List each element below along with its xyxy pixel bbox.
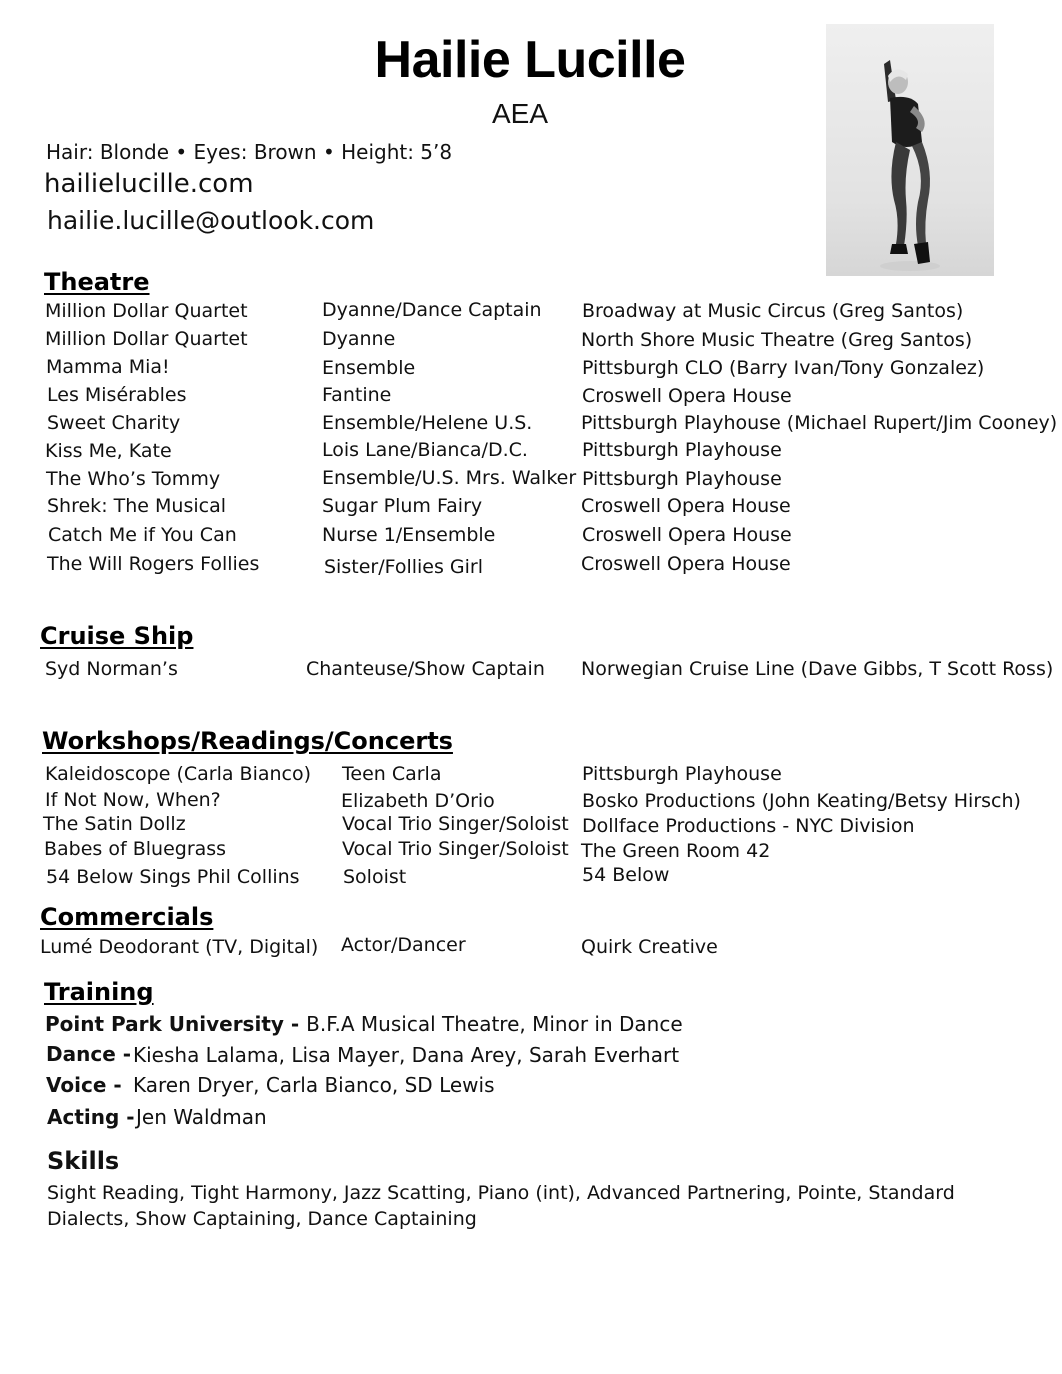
training-category: Acting - (47, 1105, 135, 1129)
cruise-role: Chanteuse/Show Captain (306, 658, 545, 680)
theatre-show: Les Misérables (47, 384, 187, 406)
workshop-role: Teen Carla (342, 763, 442, 785)
training-heading: Training (44, 978, 154, 1006)
theatre-role: Sugar Plum Fairy (322, 495, 483, 517)
workshop-venue: Dollface Productions - NYC Division (582, 815, 915, 837)
website-link[interactable]: hailielucille.com (44, 169, 254, 199)
theatre-show: Sweet Charity (47, 412, 181, 434)
theatre-role: Ensemble (322, 357, 416, 379)
theatre-show: Million Dollar Quartet (45, 300, 248, 322)
theatre-venue: Pittsburgh Playhouse (582, 468, 782, 490)
email-link[interactable]: hailie.lucille@outlook.com (47, 206, 375, 235)
commercial-company: Quirk Creative (581, 936, 718, 958)
workshop-venue: 54 Below (582, 864, 670, 886)
commercial-title: Lumé Deodorant (TV, Digital) (40, 936, 319, 958)
theatre-show: Million Dollar Quartet (45, 328, 248, 350)
training-item (46, 1073, 122, 1097)
commercial-role: Actor/Dancer (341, 934, 466, 956)
theatre-role: Nurse 1/Ensemble (322, 524, 496, 546)
theatre-venue: Croswell Opera House (582, 385, 792, 407)
workshop-venue: The Green Room 42 (581, 840, 771, 862)
physical-stats: Hair: Blonde • Eyes: Brown • Height: 5’8 (46, 140, 453, 164)
theatre-role: Ensemble/U.S. Mrs. Walker (322, 467, 577, 489)
theatre-show: The Who’s Tommy (46, 468, 221, 490)
theatre-role: Dyanne (322, 328, 396, 350)
workshop-show: 54 Below Sings Phil Collins (46, 866, 300, 888)
skills-heading: Skills (47, 1147, 120, 1175)
workshop-role: Vocal Trio Singer/Soloist (342, 838, 569, 860)
candidate-name: Hailie Lucille (374, 31, 686, 89)
theatre-heading: Theatre (44, 268, 150, 296)
theatre-show: Kiss Me, Kate (45, 440, 172, 462)
headshot-photo (826, 24, 994, 276)
theatre-venue: Croswell Opera House (581, 553, 791, 575)
cruise-heading: Cruise Ship (40, 622, 194, 650)
union-affiliation: AEA (491, 98, 549, 129)
workshop-show: If Not Now, When? (45, 789, 221, 811)
workshop-show: Babes of Bluegrass (44, 838, 227, 860)
theatre-venue: Pittsburgh Playhouse (582, 439, 782, 461)
training-item (46, 1042, 131, 1066)
training-item (47, 1105, 135, 1129)
theatre-venue: Broadway at Music Circus (Greg Santos) (582, 300, 964, 322)
theatre-venue: Croswell Opera House (581, 495, 791, 517)
theatre-show: Catch Me if You Can (48, 524, 237, 546)
workshop-show: Kaleidoscope (Carla Bianco) (45, 763, 312, 785)
theatre-venue: Pittsburgh Playhouse (Michael Rupert/Jim Cooney) (581, 412, 1058, 434)
theatre-role: Fantine (322, 384, 392, 406)
training-teachers: Jen Waldman (136, 1105, 267, 1129)
theatre-venue: North Shore Music Theatre (Greg Santos) (581, 329, 973, 351)
theatre-venue: Croswell Opera House (582, 524, 792, 546)
training-category: Dance - (46, 1042, 132, 1066)
workshop-show: The Satin Dollz (43, 813, 186, 835)
theatre-role: Lois Lane/Bianca/D.C. (322, 439, 528, 461)
workshop-role: Vocal Trio Singer/Soloist (342, 813, 569, 835)
commercials-heading: Commercials (40, 903, 214, 931)
training-teachers: Karen Dryer, Carla Bianco, SD Lewis (133, 1073, 495, 1097)
training-teachers: Kiesha Lalama, Lisa Mayer, Dana Arey, Sarah Everhart (133, 1043, 680, 1067)
theatre-show: The Will Rogers Follies (47, 553, 260, 575)
training-item (45, 1012, 683, 1036)
training-school: Point Park University - (45, 1012, 307, 1036)
cruise-venue: Norwegian Cruise Line (Dave Gibbs, T Scott Ross) (581, 658, 1054, 680)
theatre-role: Ensemble/Helene U.S. (322, 412, 533, 434)
workshop-venue: Bosko Productions (John Keating/Betsy Hirsch) (582, 790, 1021, 812)
theatre-show: Shrek: The Musical (47, 495, 226, 517)
theatre-role: Dyanne/Dance Captain (322, 299, 542, 321)
workshops-heading: Workshops/Readings/Concerts (42, 727, 453, 755)
training-category: Voice - (46, 1073, 122, 1097)
workshop-role: Soloist (343, 866, 407, 888)
theatre-role: Sister/Follies Girl (324, 556, 484, 578)
theatre-venue: Pittsburgh CLO (Barry Ivan/Tony Gonzalez) (582, 357, 985, 379)
workshop-venue: Pittsburgh Playhouse (582, 763, 782, 785)
training-detail: B.F.A Musical Theatre, Minor in Dance (306, 1012, 683, 1036)
skills-list: Sight Reading, Tight Harmony, Jazz Scatting, Piano (int), Advanced Partnering, Pointe, Standard Dialects, Show Captaining, Dance Captaining (47, 1182, 955, 1230)
cruise-show: Syd Norman’s (45, 658, 178, 680)
dancer-silhouette-icon (826, 24, 994, 276)
theatre-show: Mamma Mia! (46, 356, 170, 378)
workshop-role: Elizabeth D’Orio (341, 790, 495, 812)
